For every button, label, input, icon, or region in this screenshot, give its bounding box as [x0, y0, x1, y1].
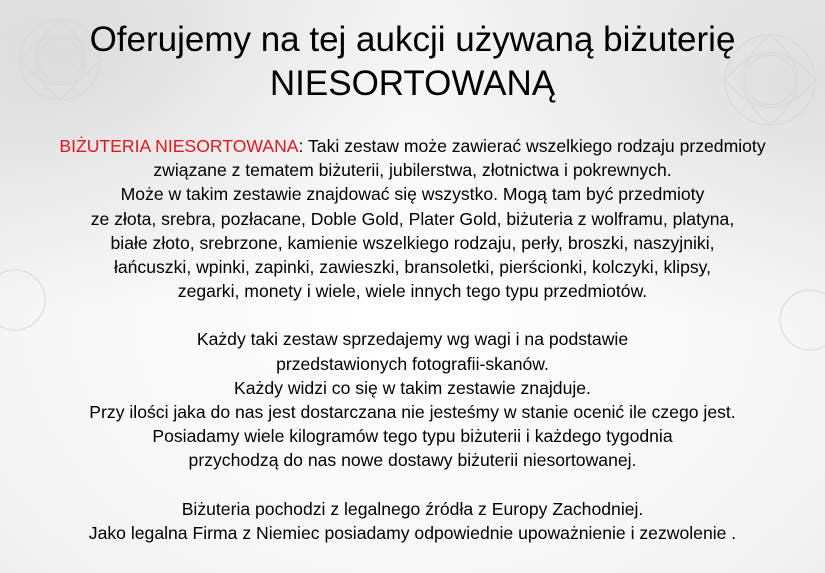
- text-line: Jako legalna Firma z Niemiec posiadamy odpowiednie upoważnienie i zezwolenie .: [88, 522, 737, 543]
- text-line: Każdy taki zestaw sprzedajemy wg wagi i na podstawie: [196, 329, 629, 350]
- paragraph-sales: [0, 327, 825, 472]
- description: [0, 134, 825, 545]
- text-line: zegarki, monety i wiele, wiele innych tego typu przedmiotów.: [177, 281, 648, 302]
- text-line: przychodzą do nas nowe dostawy biżuterii niesortowanej.: [188, 450, 637, 471]
- text-line: związane z tematem biżuterii, jubilerstwa, złotnictwa i pokrewnych.: [153, 160, 672, 181]
- text-line: [0, 134, 825, 158]
- text-fragment: : Taki zestaw może zawierać wszelkiego rodzaju przedmioty: [298, 136, 766, 156]
- paragraph-origin: [0, 497, 825, 545]
- text-line: Może w takim zestawie znajdować się wszystko. Mogą tam być przedmioty: [120, 184, 705, 205]
- highlight-label: BIŻUTERIA NIESORTOWANA: [59, 136, 299, 156]
- text-line: Biżuteria pochodzi z legalnego źródła z Europy Zachodniej.: [181, 498, 644, 519]
- page-title: [0, 0, 825, 106]
- text-line: Każdy widzi co się w takim zestawie znajduje.: [234, 377, 591, 398]
- title-line-1: Oferujemy na tej aukcji używaną biżuterię: [89, 20, 736, 59]
- text-line: łańcuszki, wpinki, zapinki, zawieszki, bransoletki, pierścionki, kolczyki, klipsy,: [113, 257, 712, 278]
- text-line: przedstawionych fotografii-skanów.: [276, 353, 549, 374]
- text-line: Posiadamy wiele kilogramów tego typu biżuterii i każdego tygodnia: [152, 426, 673, 447]
- text-line: Przy ilości jaka do nas jest dostarczana nie jesteśmy w stanie ocenić ile czego jest.: [89, 402, 736, 423]
- title-line-2: NIESORTOWANĄ: [269, 64, 556, 103]
- text-line: białe złoto, srebrzone, kamienie wszelkiego rodzaju, perły, broszki, naszyjniki,: [110, 232, 715, 253]
- paragraph-contents: [0, 134, 825, 303]
- text-line: ze złota, srebra, pozłacane, Doble Gold, Plater Gold, biżuteria z wolframu, platyna,: [90, 208, 735, 229]
